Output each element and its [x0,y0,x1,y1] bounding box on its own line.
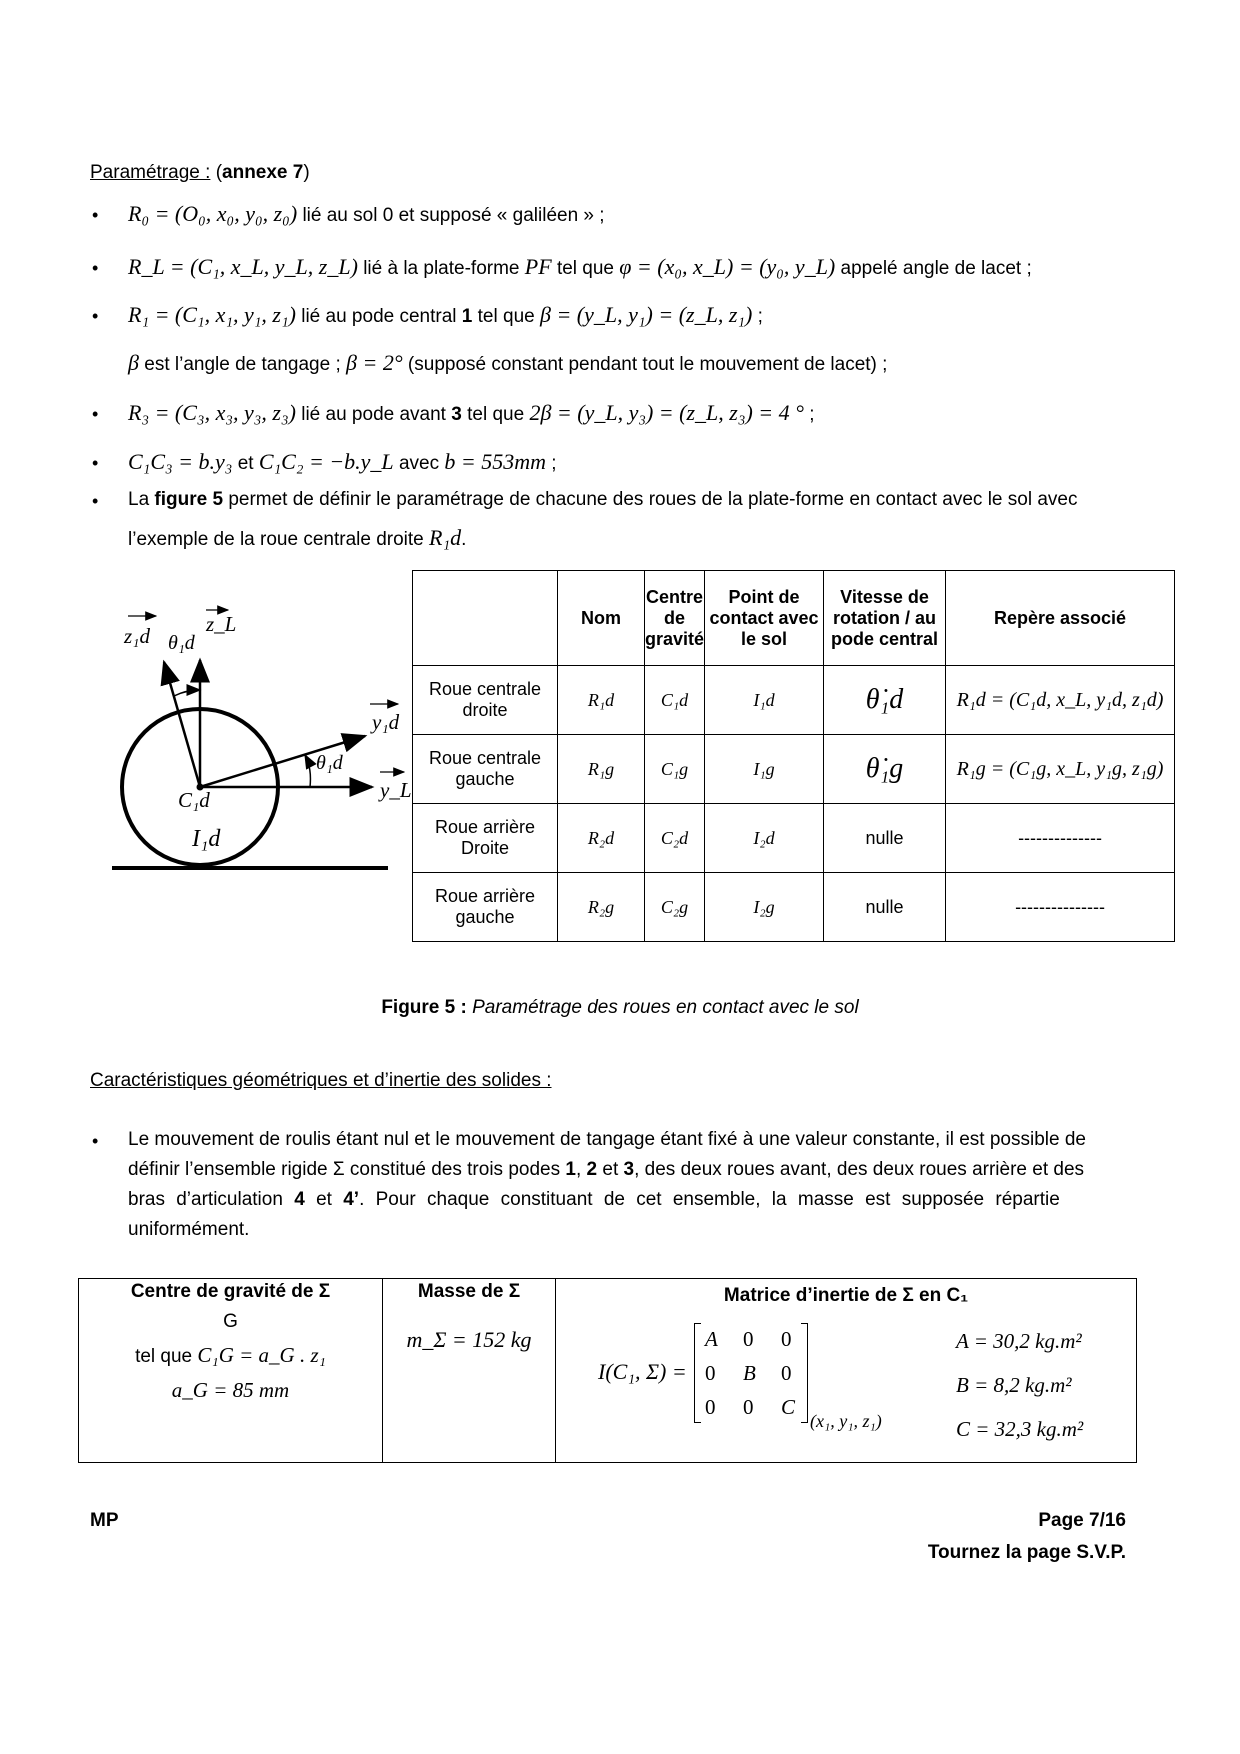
header-centre: Centre de gravité [645,571,705,666]
row-point: I₁d [705,666,824,735]
row-repere: -------------- [946,804,1175,873]
label-i1d: I₁d [192,826,221,852]
footer-left: MP [90,1510,119,1531]
param-line-beta: β est l’angle de tangage ; β = 2° (supposé constant pendant tout le mouvement de lacet) ; [128,350,888,375]
bullet-7: • [92,1131,99,1151]
label-z1d: z₁d [124,624,150,648]
label-yl: y_L [380,778,412,802]
bullet-5: • [92,453,99,473]
theta-arc-right [305,755,310,787]
row-nom: R₁g [558,735,645,804]
figure-caption: Figure 5 : Paramétrage des roues en contact avec le sol [381,997,859,1018]
z1d-axis [164,662,200,787]
header-vitesse: Vitesse de rotation / au pode central [824,571,946,666]
cg-header: Centre de gravité de Σ [130,1281,331,1302]
row-vitesse: nulle [824,873,946,942]
inertia-lhs: I(C₁, Σ) = [598,1359,687,1384]
param-line-r0: R₀ = (O₀, x₀, y₀, z₀) lié au sol 0 et supposé « galiléen » ; [128,201,605,226]
inertia-basis: (x₁, y₁, z₁) [810,1411,882,1431]
row-label: Roue centrale gauche [413,735,558,804]
row-vitesse: θ̇₁g [824,735,946,804]
row-centre: C₁d [645,666,705,735]
row-repere: --------------- [946,873,1175,942]
label-theta-top: θ₁d [168,632,195,654]
carac-line-2: définir l’ensemble rigide Σ constitué des trois podes 1, 2 et 3, des deux roues avant, des deux roues arrière et des [128,1159,1085,1180]
label-y1d: y₁d [372,710,400,734]
row-nom: R₂d [558,804,645,873]
carac-line-4: uniformément. [128,1219,250,1240]
inertia-table [78,1278,1137,1463]
bullet-2: • [92,258,99,278]
label-theta-mid: θ₁d [316,752,343,774]
row-repere: R₁d = (C₁d, x_L, y₁d, z₁d) [946,666,1175,735]
param-line-rl: R_L = (C₁, x_L, y_L, z_L) lié à la plate-forme PF tel que φ = (x₀, x_L) = (y₀, y_L) appelé angle de lacet ; [128,254,1032,279]
cg-cell [79,1279,383,1463]
row-label: Roue arrière gauche [413,873,558,942]
header-point: Point de contact avec le sol [705,571,824,666]
header-empty [413,571,558,666]
carac-heading: Caractéristiques géométriques et d’inertie des solides : [90,1070,552,1091]
inertia-a: A = 30,2 kg.m² [956,1329,1082,1353]
row-label: Roue arrière Droite [413,804,558,873]
row-centre: C₂g [645,873,705,942]
table-row [413,804,1175,873]
table-row [413,873,1175,942]
param-line-fig5: La figure 5 permet de définir le paramétrage de chacune des roues de la plate-forme en contact avec le sol avec [128,489,1078,510]
header-repere: Repère associé [946,571,1175,666]
inertia-c: C = 32,3 kg.m² [956,1417,1084,1441]
row-point: I₂d [705,804,824,873]
row-nom: R₁d [558,666,645,735]
param-line-c1c3: C₁C₃ = b.y₃ et C₁C₂ = −b.y_L avec b = 553mm ; [128,449,557,474]
mass-value: m_Σ = 152 kg [406,1327,532,1352]
cg-g: G [223,1311,238,1332]
cg-ag: a_G = 85 mm [171,1378,290,1402]
bullet-3: • [92,306,99,326]
inertia-cell [556,1279,1137,1463]
table-row [413,735,1175,804]
wheel-table-header [413,571,1175,666]
row-centre: C₁g [645,735,705,804]
param-line-r1: R₁ = (C₁, x₁, y₁, z₁) lié au pode central 1 tel que β = (y_L, y₁) = (z_L, z₁) ; [128,302,763,327]
row-vitesse: nulle [824,804,946,873]
footer-turn: Tournez la page S.V.P. [927,1542,1126,1563]
param-line-r3: R₃ = (C₃, x₃, y₃, z₃) lié au pode avant 3 tel que 2β = (y_L, y₃) = (z_L, z₃) = 4 ° ; [128,400,815,425]
inertia-matrix: A 0 0 0 B 0 0 0 C [694,1323,808,1423]
carac-line-1: Le mouvement de roulis étant nul et le mouvement de tangage étant fixé à une valeur constante, il est possible de [128,1129,1086,1150]
theta-arc-top [174,690,200,696]
bullet-6: • [92,491,99,511]
bullet-1: • [92,205,99,225]
row-centre: C₂d [645,804,705,873]
row-label: Roue centrale droite [413,666,558,735]
cg-def: tel que C₁G = a_G . z₁ [135,1343,326,1367]
row-point: I₂g [705,873,824,942]
footer-page: Page 7/16 [1038,1510,1126,1531]
row-vitesse: θ̇₁d [824,666,946,735]
param-line-fig5-cont: l’exemple de la roue centrale droite R₁d. [128,525,467,550]
row-nom: R₂g [558,873,645,942]
table-row [413,666,1175,735]
row-repere: R₁g = (C₁g, x_L, y₁g, z₁g) [946,735,1175,804]
label-zl: z_L [206,612,237,636]
inertia-b: B = 8,2 kg.m² [956,1373,1072,1397]
label-c1d: C₁d [178,788,210,812]
row-point: I₁g [705,735,824,804]
wheel-parameter-table [412,570,1175,942]
header-nom: Nom [558,571,645,666]
mass-cell [383,1279,556,1463]
param-heading: Paramétrage : (annexe 7) [90,162,310,183]
carac-line-3: bras d’articulation 4 et 4’. Pour chaque constituant de cet ensemble, la masse est supposée répartie [128,1189,1060,1210]
inertia-header: Matrice d’inertie de Σ en C₁ [723,1285,969,1306]
bullet-4: • [92,404,99,424]
mass-header: Masse de Σ [417,1281,521,1302]
